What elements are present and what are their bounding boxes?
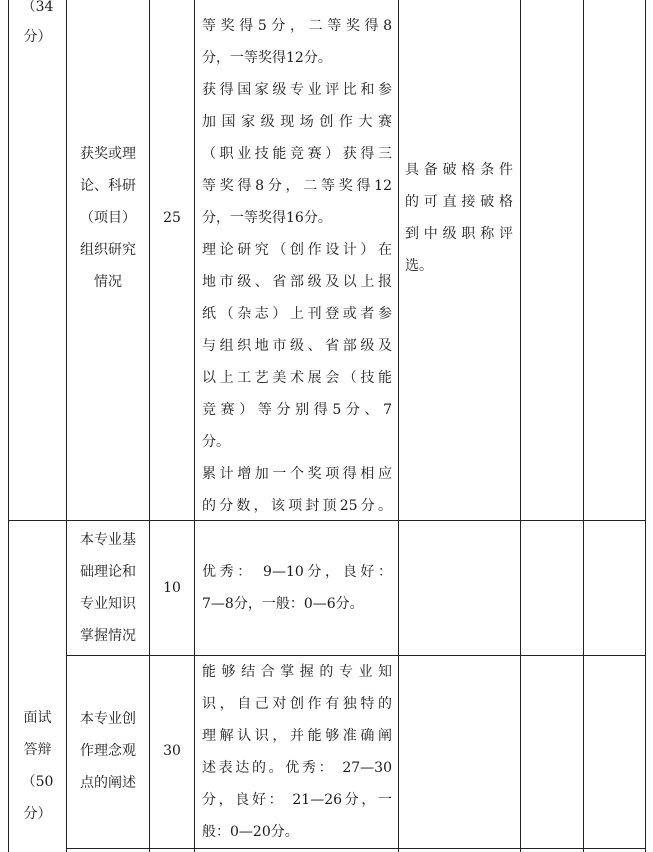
criteria-line: 纸（杂志）上刊登或者参 [202, 306, 392, 322]
criteria-line: 获得国家级专业评比和参 [202, 82, 392, 98]
table-column-divider [149, 0, 150, 852]
criteria-line: 地市级、省部级及以上报 [202, 274, 392, 290]
criteria-line: 等奖得5分，二等奖得8 [202, 18, 392, 34]
criteria-line: 优秀： 9—10分，良好： [202, 564, 392, 580]
item-name-line: 掌握情况 [80, 628, 136, 644]
criteria-line: 述表达的。优秀： 27—30 [202, 760, 392, 776]
criteria-cell [202, 656, 392, 848]
criteria-line: 竞赛）等分别得5分、7 [202, 402, 392, 418]
category-line: （34 [21, 0, 54, 15]
score-value: 10 [163, 580, 181, 596]
remarks-line: 选。 [405, 258, 433, 274]
criteria-cell [202, 10, 392, 522]
criteria-line: 与组织地市级、省部级及 [202, 338, 392, 354]
score-cell [150, 202, 194, 234]
criteria-line: 识，自己对创作有独特的 [202, 696, 392, 712]
table-column-divider [398, 0, 399, 852]
table-column-divider [194, 0, 195, 852]
item-name-line: 点的阐述 [80, 775, 136, 791]
criteria-line: 分，良好： 21—26分，一 [202, 792, 392, 808]
remarks-cell [405, 154, 513, 282]
remarks-line: 具备破格条件 [405, 162, 513, 178]
category-line: （50 [21, 774, 54, 790]
remarks-line: 的可直接破格 [405, 194, 513, 210]
score-cell [150, 572, 194, 604]
score-value: 25 [163, 210, 181, 226]
table-column-divider [583, 0, 584, 852]
criteria-line: 累计增加一个奖项得相应 [202, 466, 392, 482]
item-name-line: 专业知识 [80, 596, 136, 612]
criteria-line: 的分数，该项封顶25分。 [202, 498, 392, 514]
category-cell [9, 0, 66, 52]
table-row-divider [66, 848, 646, 849]
item-name-line: 本专业创 [80, 711, 136, 727]
category-line: 分） [23, 29, 52, 45]
table-border-right [645, 0, 646, 852]
category-line: 分） [23, 806, 52, 822]
item-name-cell [67, 703, 149, 799]
criteria-line: 分。 [202, 434, 230, 450]
item-name-cell [67, 138, 149, 298]
category-line: 面试 [23, 710, 52, 726]
category-cell [9, 702, 66, 830]
criteria-cell [202, 556, 392, 620]
criteria-line: 分，一等奖得12分。 [202, 50, 332, 66]
criteria-line: 分，一等奖得16分。 [202, 210, 332, 226]
item-name-line: 情况 [94, 274, 122, 290]
item-name-line: 论、科研 [80, 178, 136, 194]
item-name-line: 获奖或理 [80, 146, 136, 162]
criteria-line: （职业技能竞赛）获得三 [202, 146, 392, 162]
criteria-line: 能够结合掌握的专业知 [202, 664, 392, 680]
table-column-divider [520, 0, 521, 852]
criteria-line: 加国家级现场创作大赛 [202, 114, 392, 130]
item-name-cell [67, 524, 149, 652]
item-name-line: 本专业基 [80, 532, 136, 548]
item-name-line: 础理论和 [80, 564, 136, 580]
item-name-line: 组织研究 [80, 242, 136, 258]
criteria-line: 等奖得8分，二等奖得12 [202, 178, 392, 194]
criteria-line: 7—8分，一般：0—6分。 [202, 596, 364, 612]
criteria-line: 理论研究（创作设计）在 [202, 242, 392, 258]
criteria-line: 理解认识，并能够准确阐 [202, 728, 392, 744]
item-name-line: （项目） [80, 210, 136, 226]
remarks-line: 到中级职称评 [405, 226, 513, 242]
category-line: 答辩 [23, 742, 52, 758]
criteria-line: 般：0—20分。 [202, 824, 299, 840]
score-value: 30 [163, 743, 181, 759]
score-cell [150, 735, 194, 767]
criteria-line: 以上工艺美术展会（技能 [202, 370, 392, 386]
item-name-line: 作理念观 [80, 743, 136, 759]
